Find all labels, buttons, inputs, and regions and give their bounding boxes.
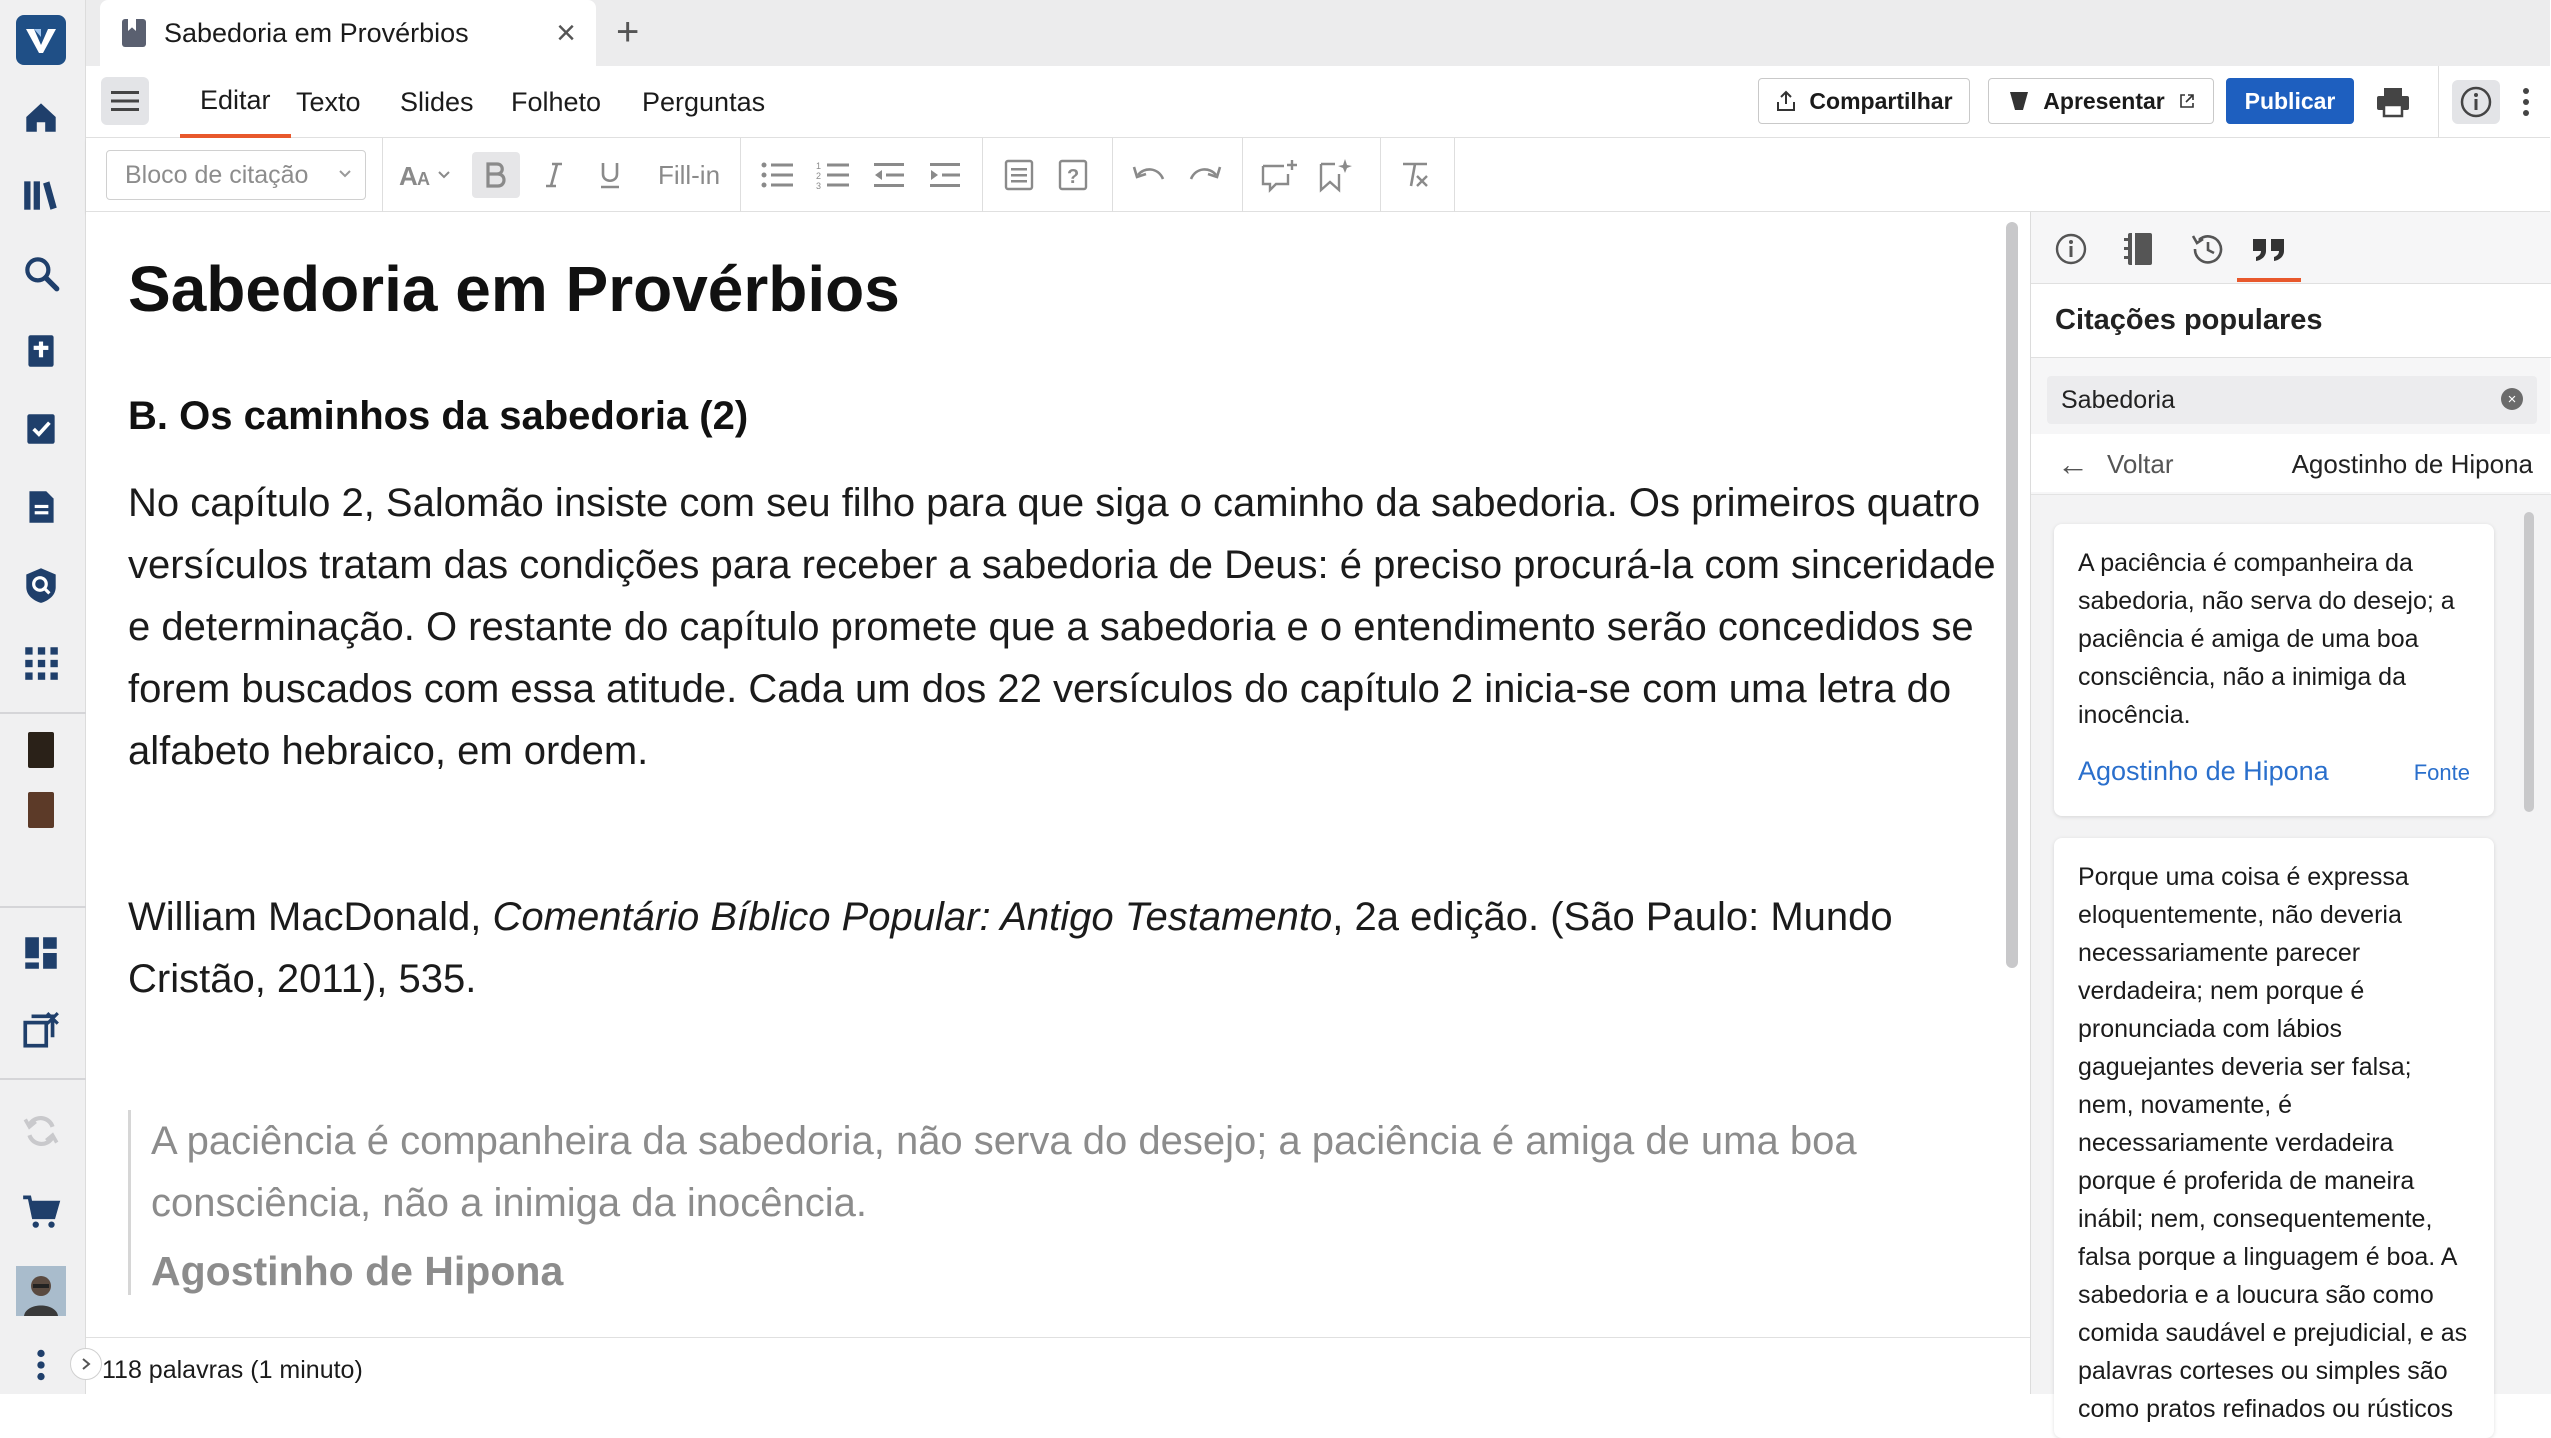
format-toolbar [86, 138, 2550, 212]
toolbar-divider [982, 138, 983, 212]
add-bookmark-icon[interactable] [1312, 152, 1358, 198]
sync-icon[interactable] [18, 1108, 64, 1154]
document-editor[interactable] [86, 212, 2030, 1337]
info-panel-toggle[interactable] [2452, 80, 2500, 124]
print-icon[interactable] [2370, 80, 2416, 124]
insert-block-icon[interactable] [996, 152, 1042, 198]
svg-text:1: 1 [816, 161, 822, 171]
svg-text:A: A [417, 169, 430, 189]
panel-tab-history[interactable] [2181, 226, 2233, 272]
bible-icon[interactable] [18, 328, 64, 374]
toolbar-divider [740, 138, 741, 212]
panel-heading: Citações populares [2031, 284, 2551, 358]
close-tab-icon[interactable]: × [556, 14, 576, 52]
user-avatar[interactable] [16, 1266, 66, 1316]
svg-text:A: A [399, 161, 418, 191]
svg-text:?: ? [1067, 166, 1080, 188]
logos-logo-icon[interactable] [16, 15, 66, 65]
home-icon[interactable] [18, 94, 64, 140]
panel-tab-quotes[interactable] [2237, 222, 2301, 282]
fill-in-button[interactable]: Fill-in [657, 159, 721, 190]
layout-icon[interactable] [18, 930, 64, 976]
font-size-icon[interactable] [398, 152, 454, 198]
documents-icon[interactable] [18, 484, 64, 530]
present-icon [2007, 89, 2031, 113]
info-icon [2054, 232, 2088, 266]
share-icon [1775, 90, 1797, 112]
cart-icon[interactable] [18, 1188, 64, 1234]
rail-divider [0, 906, 86, 908]
word-count: 118 palavras (1 minuto) [102, 1356, 363, 1384]
svg-text:2: 2 [816, 171, 822, 181]
underline-icon[interactable] [586, 152, 634, 198]
recent-book-icon[interactable] [28, 792, 54, 828]
numbered-list-icon[interactable] [810, 152, 856, 198]
app-rail [0, 0, 86, 1394]
quote-search-input[interactable] [2047, 376, 2537, 424]
menu-divider [2438, 66, 2439, 138]
guides-icon[interactable] [18, 562, 64, 608]
citation-work: Comentário Bíblico Popular: Antigo Testamento [492, 895, 1333, 939]
chevron-down-icon [337, 165, 353, 181]
indent-icon[interactable] [922, 152, 968, 198]
clear-search-icon[interactable]: × [2501, 388, 2523, 410]
status-bar [86, 1337, 2030, 1394]
tab-slides[interactable]: Slides [400, 86, 474, 117]
quote-card-text: Porque uma coisa é expressa eloquentemente, não deveria necessariamente parecer verdadeira; nem porque é pronunciada com lábios gaguejantes deveria ser falsa; nem, novamente, é necessariamente verdadeira porque é proferida de maneira inábil; nem, consequentemente, falsa porque a linguagem é boa. A sabedoria e a loucura são como comida saudável e prejudicial, e as palavras corteses ou simples são como pratos refinados ou rústicos [2078, 863, 2468, 1423]
quote-card-source-link[interactable]: Fonte [2413, 760, 2470, 785]
document-tab-title: Sabedoria em Provérbios [164, 17, 469, 48]
document-icon [122, 19, 146, 47]
body-paragraph[interactable]: No capítulo 2, Salomão insiste com seu filho para que siga o caminho da sabedoria. Os primeiros quatro versículos tratam das condições para receber a sabedoria de Deus: é preciso procurá-la com sinceridade e determinação. O restante do capítulo promete que a sabedoria e o entendimento serão concedidos se forem buscados com essa atitude. Cada um dos 22 versículos do capítulo 2 inicia-se com uma letra do alfabeto hebraico, em ordem. [128, 481, 1996, 773]
block-quote-author: Agostinho de Hipona [151, 1248, 564, 1294]
share-button-label: Compartilhar [1809, 87, 1953, 114]
chevron-right-icon [78, 1356, 94, 1372]
panel-navigation [2031, 434, 2551, 492]
panel-tab-info[interactable] [2045, 226, 2097, 272]
toolbar-divider [1454, 138, 1455, 212]
expand-rail-button[interactable] [70, 1348, 102, 1380]
document-tab[interactable] [100, 0, 596, 66]
panel-scrollbar[interactable] [2524, 512, 2534, 812]
block-quote-text: A paciência é companheira da sabedoria, não serva do desejo; a paciência é amiga de uma boa consciência, não a inimiga da inocência. [151, 1119, 1857, 1225]
quote-card-author-link[interactable]: Agostinho de Hipona [2078, 756, 2329, 786]
svg-text:3: 3 [816, 181, 822, 191]
citation-details: , 2a edição. (São Paulo: Mundo Cristão, 2011), 535. [128, 895, 1893, 1001]
undo-icon[interactable] [1126, 152, 1172, 198]
add-comment-icon[interactable] [1256, 152, 1302, 198]
info-icon [2459, 85, 2493, 119]
document-tab-bar [86, 0, 2550, 66]
hamburger-icon [111, 90, 139, 112]
tab-texto[interactable]: Texto [296, 86, 361, 117]
toolbar-divider [1380, 138, 1381, 212]
bold-icon[interactable] [472, 152, 520, 198]
tab-editar[interactable]: Editar [180, 66, 291, 138]
current-author: Agostinho de Hipona [2291, 449, 2533, 479]
menu-toggle-button[interactable] [101, 77, 149, 125]
present-button-label: Apresentar [2043, 87, 2165, 114]
reading-plan-icon[interactable] [18, 406, 64, 452]
quote-icon [2251, 237, 2287, 263]
quote-search-value: Sabedoria [2061, 385, 2175, 414]
italic-icon[interactable] [530, 152, 578, 198]
more-options-icon[interactable] [2514, 80, 2538, 124]
block-quote[interactable] [128, 1110, 2008, 1295]
history-icon [2189, 232, 2225, 266]
new-tab-icon[interactable]: + [616, 10, 640, 54]
present-button[interactable] [1988, 78, 2214, 124]
tab-folheto[interactable]: Folheto [511, 86, 602, 117]
back-button[interactable]: Voltar [2107, 449, 2174, 479]
redo-icon[interactable] [1182, 152, 1228, 198]
toolbar-divider [1112, 138, 1113, 212]
clear-formatting-icon[interactable] [1392, 152, 1438, 198]
paragraph-style-value: Bloco de citação [125, 160, 309, 189]
rail-divider [0, 1078, 86, 1080]
menu-bar [86, 66, 2550, 138]
publish-button[interactable]: Publicar [2226, 78, 2354, 124]
editor-scrollbar[interactable] [2006, 222, 2018, 968]
outdent-icon[interactable] [866, 152, 912, 198]
notebook-icon [2124, 231, 2154, 267]
rail-divider [0, 712, 86, 714]
external-link-icon [2179, 93, 2195, 109]
more-vertical-icon[interactable] [18, 1342, 64, 1388]
quote-card-text: A paciência é companheira da sabedoria, não serva do desejo; a paciência é amiga de uma boa consciência, não a inimiga da inocência. [2078, 549, 2455, 729]
tab-perguntas[interactable]: Perguntas [642, 86, 766, 117]
toolbar-divider [382, 138, 383, 212]
library-icon[interactable] [18, 172, 64, 218]
insert-question-icon[interactable] [1050, 152, 1096, 198]
panel-tab-bar [2031, 212, 2551, 284]
citation-paragraph[interactable] [128, 886, 2018, 1010]
back-arrow-icon[interactable]: ← [2057, 446, 2089, 482]
search-icon[interactable] [18, 250, 64, 296]
recent-book-icon[interactable] [28, 732, 54, 768]
paragraph-style-select[interactable] [106, 150, 366, 200]
bulleted-list-icon[interactable] [754, 152, 800, 198]
quote-card[interactable] [2054, 838, 2494, 1438]
panel-tab-notebook[interactable] [2113, 226, 2165, 272]
document-title[interactable]: Sabedoria em Provérbios [128, 253, 900, 325]
toolbar-divider [1242, 138, 1243, 212]
section-heading[interactable]: B. Os caminhos da sabedoria (2) [128, 394, 749, 438]
citation-author: William MacDonald, [128, 895, 493, 939]
tools-grid-icon[interactable] [18, 640, 64, 686]
quote-card[interactable] [2054, 524, 2494, 816]
close-panels-icon[interactable] [18, 1008, 64, 1054]
share-button[interactable] [1758, 78, 1970, 124]
